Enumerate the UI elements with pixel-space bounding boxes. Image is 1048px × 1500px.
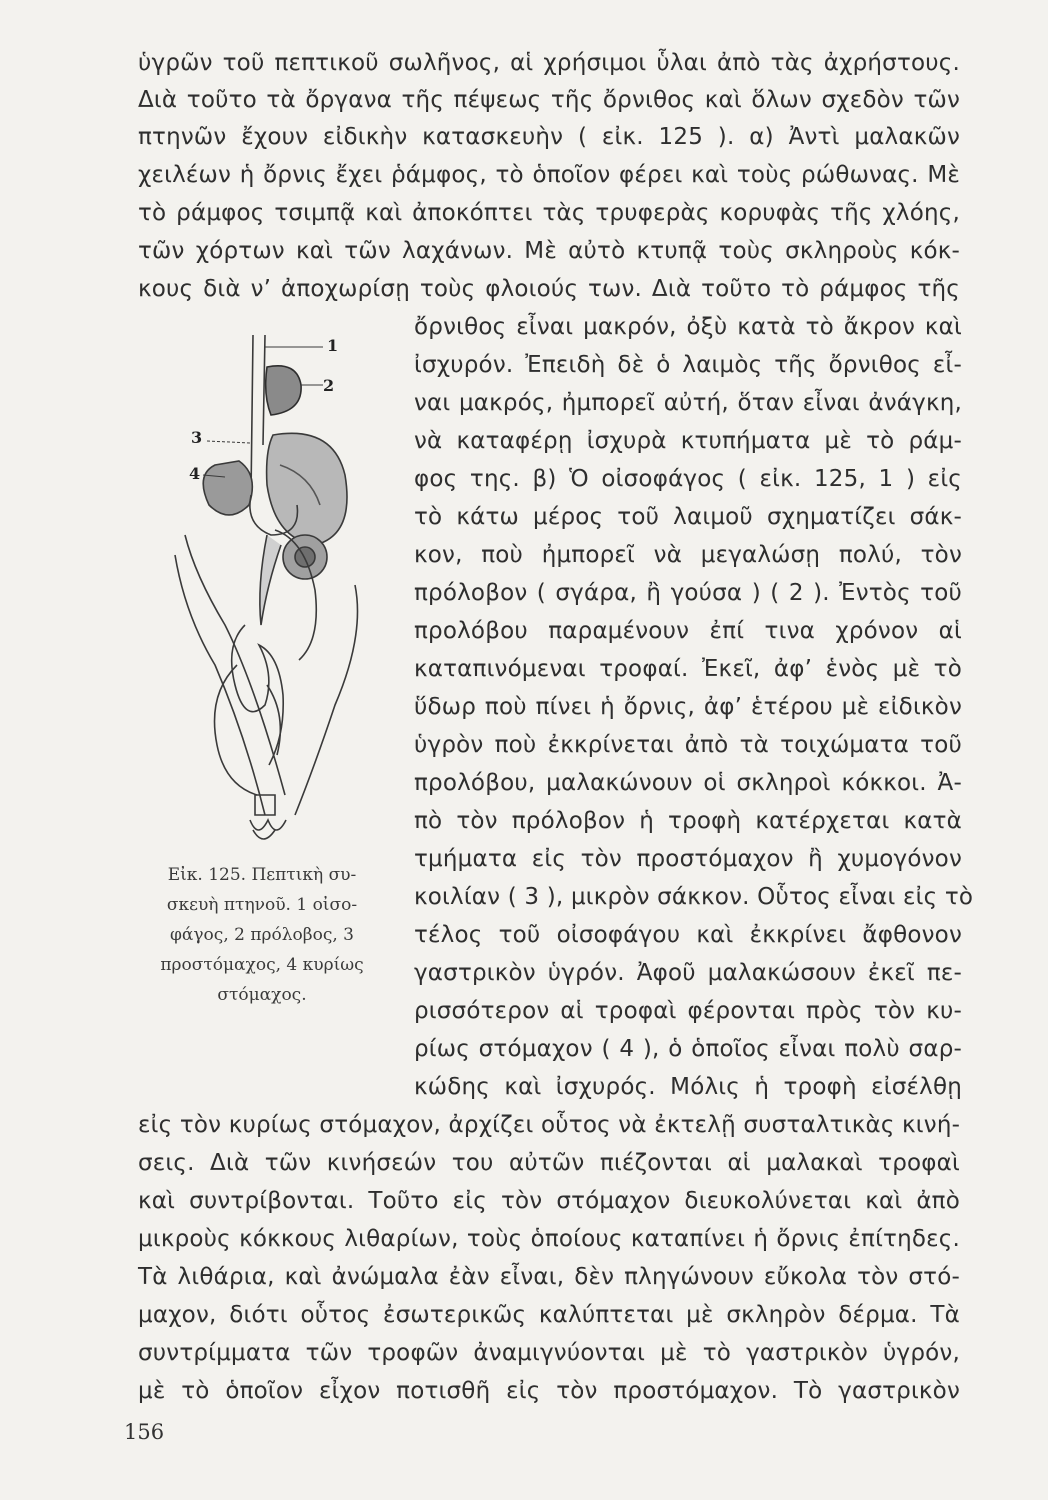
text-line: τέλος τοῦ οἰσοφάγου καὶ ἐκκρίνει ἄφθονον: [414, 922, 962, 948]
text-line: καταπινόμεναι τροφαί. Ἐκεῖ, ἀφ’ ἑνὸς μὲ τὸ: [414, 656, 962, 682]
text-line: τὸ κάτω μέρος τοῦ λαιμοῦ σχηματίζει σάκ-: [414, 504, 962, 530]
digestive-system-figure: [155, 325, 405, 865]
text-line: καὶ συντρίβονται. Τοῦτο εἰς τὸν στόμαχον διευκολύνεται καὶ ἀπὸ: [138, 1188, 960, 1214]
text-line: ὑγρὸν ποὺ ἐκκρίνεται ἀπὸ τὰ τοιχώματα τοῦ: [414, 732, 962, 758]
text-line: ὕδωρ ποὺ πίνει ἡ ὄρνις, ἀφ’ ἑτέρου μὲ εἰδικὸν: [414, 694, 962, 720]
figure-callout-4: 4: [189, 464, 201, 483]
text-line: ὄρνιθος εἶναι μακρόν, ὀξὺ κατὰ τὸ ἄκρον καὶ: [414, 314, 962, 340]
text-line: Διὰ τοῦτο τὰ ὄργανα τῆς πέψεως τῆς ὄρνιθος καὶ ὅλων σχεδὸν τῶν: [138, 87, 960, 113]
figure-caption: [128, 860, 396, 1010]
text-line: κώδης καὶ ἰσχυρός. Μόλις ἡ τροφὴ εἰσέλθῃ: [414, 1074, 962, 1100]
figure-callout-1: 1: [327, 336, 339, 355]
text-line: τῶν χόρτων καὶ τῶν λαχάνων. Μὲ αὐτὸ κτυπᾷ τοὺς σκληροὺς κόκ-: [138, 238, 960, 264]
caption-line: φάγος, 2 πρόλοβος, 3: [170, 925, 354, 945]
text-line: γαστρικὸν ὑγρόν. Ἀφοῦ μαλακώσουν ἐκεῖ πε-: [414, 960, 962, 986]
figure-callout-2: 2: [323, 376, 335, 395]
text-line: ναι μακρός, ἠμπορεῖ αὐτή, ὅταν εἶναι ἀνάγκη,: [414, 390, 962, 416]
text-line: ἰσχυρόν. Ἐπειδὴ δὲ ὁ λαιμὸς τῆς ὄρνιθος εἶ-: [414, 352, 962, 378]
text-line: προλόβου, μαλακώνουν οἱ σκληροὶ κόκκοι. Ἀ-: [414, 770, 962, 796]
text-line: μαχον, διότι οὗτος ἐσωτερικῶς καλύπτεται μὲ σκληρὸν δέρμα. Τὰ: [138, 1302, 960, 1328]
text-line: εἰς τὸν κυρίως στόμαχον, ἀρχίζει οὗτος νὰ ἐκτελῇ συσταλτικὰς κινή-: [138, 1112, 961, 1138]
text-line: ρισσότερον αἱ τροφαὶ φέρονται πρὸς τὸν κυ-: [414, 998, 962, 1024]
figure-callout-3: 3: [191, 428, 203, 447]
text-line: σεις. Διὰ τῶν κινήσεών του αὐτῶν πιέζονται αἱ μαλακαὶ τροφαὶ: [138, 1150, 960, 1176]
text-line: προλόβου παραμένουν ἐπί τινα χρόνον αἱ: [414, 618, 962, 644]
text-line: πὸ τὸν πρόλοβον ἡ τροφὴ κατέρχεται κατὰ: [414, 808, 962, 834]
text-line: κους διὰ ν’ ἀποχωρίσῃ τοὺς φλοιούς των. Διὰ τοῦτο τὸ ράμφος τῆς: [138, 276, 960, 302]
text-line: τμήματα εἰς τὸν προστόμαχον ἢ χυμογόνον: [414, 846, 962, 872]
text-line: μὲ τὸ ὁποῖον εἶχον ποτισθῆ εἰς τὸν προστόμαχον. Τὸ γαστρικὸν: [138, 1378, 960, 1404]
text-line: φος της. β) Ὁ οἰσοφάγος ( εἰκ. 125, 1 ) εἰς: [414, 466, 962, 492]
text-line: τὸ ράμφος τσιμπᾷ καὶ ἀποκόπτει τὰς τρυφερὰς κορυφὰς τῆς χλόης,: [138, 200, 960, 226]
text-line: χειλέων ἡ ὄρνις ἔχει ῥάμφος, τὸ ὁποῖον φέρει καὶ τοὺς ρώθωνας. Μὲ: [138, 162, 960, 188]
text-line: κον, ποὺ ἠμπορεῖ νὰ μεγαλώσῃ πολύ, τὸν: [414, 542, 962, 568]
text-line: πτηνῶν ἔχουν εἰδικὴν κατασκευὴν ( εἰκ. 125 ). α) Ἀντὶ μαλακῶν: [138, 124, 960, 150]
caption-line: προστόμαχος, 4 κυρίως: [160, 955, 364, 975]
page-number: 156: [124, 1420, 165, 1444]
text-line: συντρίμματα τῶν τροφῶν ἀναμιγνύονται μὲ τὸ γαστρικὸν ὑγρόν,: [138, 1340, 960, 1366]
text-line: πρόλοβον ( σγάρα, ἢ γούσα ) ( 2 ). Ἐντὸς τοῦ: [414, 580, 962, 606]
text-line: μικροὺς κόκκους λιθαρίων, τοὺς ὁποίους καταπίνει ἡ ὄρνις ἐπίτηδες.: [138, 1226, 960, 1252]
text-line: νὰ καταφέρῃ ἰσχυρὰ κτυπήματα μὲ τὸ ράμ-: [414, 428, 962, 454]
caption-line: σκευὴ πτηνοῦ. 1 οἰσο-: [166, 895, 358, 915]
text-line: ρίως στόμαχον ( 4 ), ὁ ὁποῖος εἶναι πολὺ σαρ-: [414, 1036, 962, 1062]
caption-line: Εἰκ. 125. Πεπτικὴ συ-: [167, 865, 357, 885]
text-line: Τὰ λιθάρια, καὶ ἀνώμαλα ἐὰν εἶναι, δὲν πληγώνουν εὔκολα τὸν στό-: [138, 1264, 960, 1290]
text-line: κοιλίαν ( 3 ), μικρὸν σάκκον. Οὗτος εἶναι εἰς τὸ: [414, 884, 974, 910]
text-line: ὑγρῶν τοῦ πεπτικοῦ σωλῆνος, αἱ χρήσιμοι ὗλαι ἀπὸ τὰς ἀχρήστους.: [138, 50, 960, 76]
caption-line: στόμαχος.: [217, 985, 307, 1005]
